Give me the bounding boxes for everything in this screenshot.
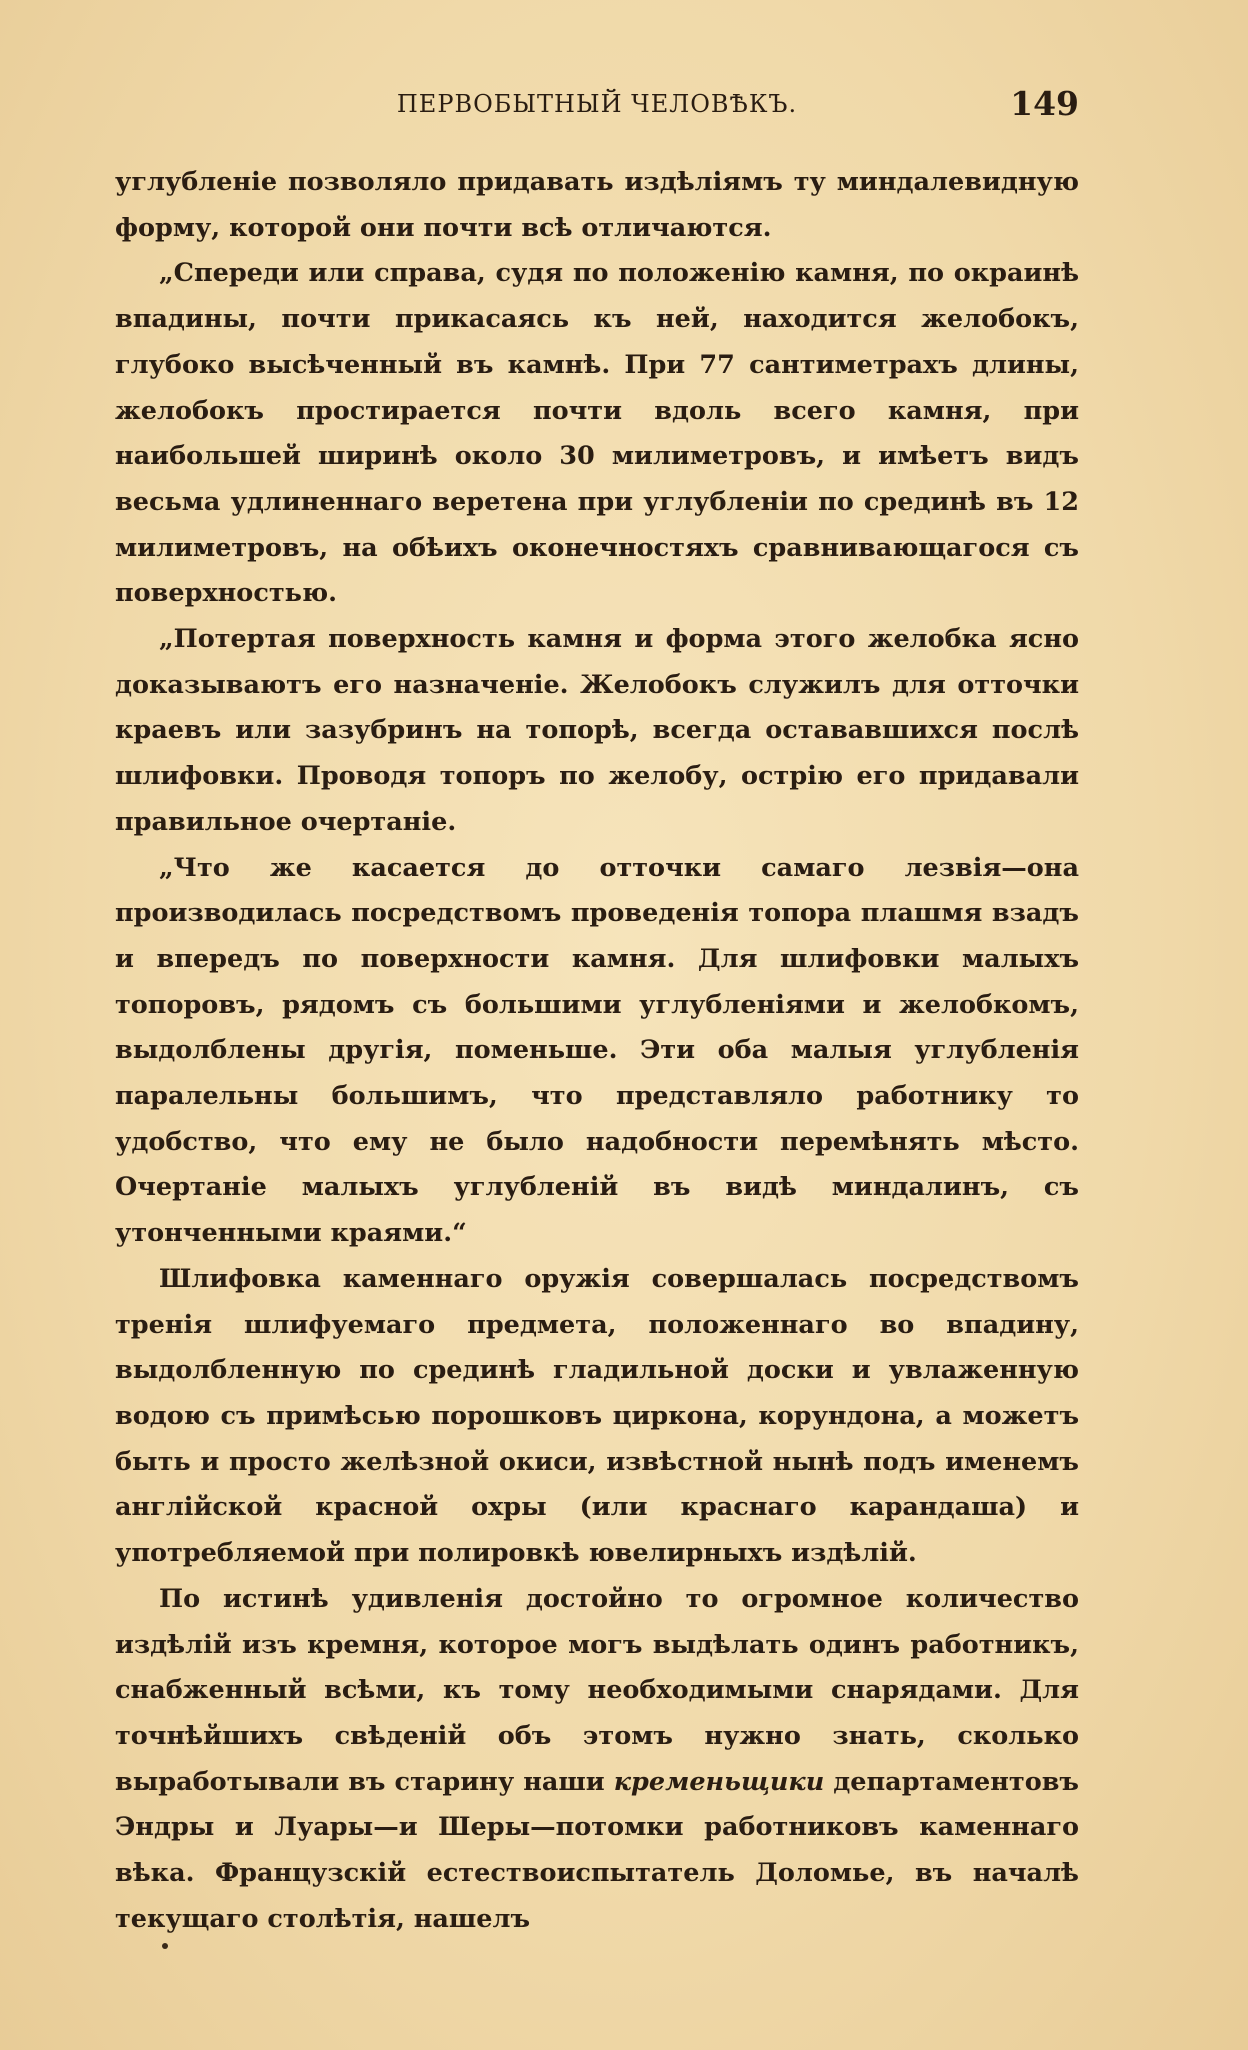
paragraph-3: „Потертая поверхность камня и форма этого желобка ясно доказываютъ его назначеніе. Желобокъ служилъ для отточки краевъ или зазубринъ на топорѣ, всегда остававшихся послѣ шлифовки. Проводя топоръ по желобу, острію его придавали правильное очертаніе. <box>115 624 1079 837</box>
paragraph-5: Шлифовка каменнаго оружія совершалась посредствомъ тренія шлифуемаго предмета, положеннаго во впадину, выдолбленную по срединѣ гладильной доски и увлаженную водою съ примѣсью порошковъ циркона, корундона, а можетъ быть и просто желѣзной окиси, извѣстной нынѣ подъ именемъ англійской красной охры (или краснаго карандаша) и употребляемой при полировкѣ ювелирныхъ издѣлій. <box>115 1263 1079 1569</box>
page-header <box>115 84 1079 124</box>
page-number: 149 <box>1010 84 1079 123</box>
ink-dot <box>162 1943 168 1949</box>
paragraph-6-start: По истинѣ удивленія достойно то огромное количество издѣлій изъ кремня, которое могъ выдѣлать одинъ работникъ, снабженный всѣми, къ тому необходимыми снарядами. Для точнѣйшихъ свѣденій объ этомъ нужно знать, сколько выработывали въ старину наши <box>115 1583 1079 1797</box>
emphasized-term: кременьщики <box>613 1766 825 1797</box>
running-title: ПЕРВОБЫТНЫЙ ЧЕЛОВѢКЪ. <box>396 90 798 118</box>
paragraph-6-end: департаментовъ Эндры и Луары—и Шеры—потомки работниковъ каменнаго вѣка. Французскій естествоиспытатель Доломье, въ началѣ текущаго столѣтія, нашелъ <box>115 1766 1079 1934</box>
paragraph-2: „Спереди или справа, судя по положенію камня, по окраинѣ впадины, почти прикасаясь къ ней, находится желобокъ, глубоко высѣченный въ камнѣ. При 77 сантиметрахъ длины, желобокъ простирается почти вдоль всего камня, при наибольшей ширинѣ около 30 милиметровъ, и имѣетъ видъ весьма удлиненнаго веретена при углубленіи по срединѣ въ 12 милиметровъ, на обѣихъ оконечностяхъ сравнивающагося съ поверхностью. <box>115 258 1079 609</box>
paragraph-1: углубленіе позволяло придавать издѣліямъ ту миндалевидную форму, которой они почти всѣ отличаются. <box>115 167 1079 243</box>
body-text <box>115 160 1079 1942</box>
paragraph-6 <box>115 1577 1079 1943</box>
paragraph-4: „Что же касается до отточки самаго лезвія—она производилась посредствомъ проведенія топора плашмя взадъ и впередъ по поверхности камня. Для шлифовки малыхъ топоровъ, рядомъ съ большими углубленіями и желобкомъ, выдолблены другія, поменьше. Эти оба малыя углубленія паралельны большимъ, что представляло работнику то удобство, что ему не было надобности перемѣнять мѣсто. Очертаніе малыхъ углубленій въ видѣ миндалинъ, съ утонченными краями.“ <box>115 852 1079 1249</box>
